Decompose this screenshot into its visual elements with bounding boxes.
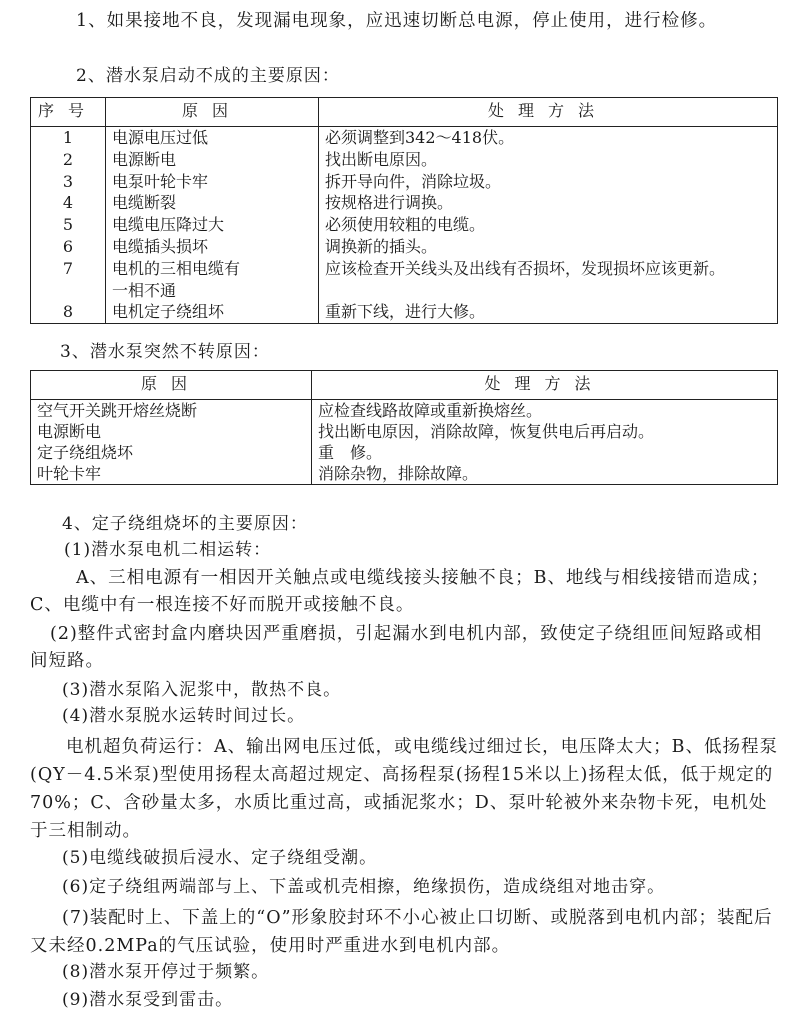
col-reason-header: 原因: [31, 371, 312, 400]
row-method: 必须使用较粗的电缆。: [325, 215, 486, 235]
table-row: [31, 171, 778, 193]
reasons-cell: 空气开关跳开熔丝烧断 电源断电 定子绕组烧坏 叶轮卡牢: [31, 400, 312, 485]
row-number: 5: [31, 214, 106, 236]
item8-line: (8)潜水泵开停过于频繁。: [62, 962, 270, 982]
row-reason: 电源断电: [106, 149, 319, 171]
row-reason: 电缆断裂: [106, 192, 319, 214]
item2-paragraph: (2)整件式密封盒内磨块因严重磨损，引起漏水到电机内部，致使定子绕组匝间短路或相间短路。: [30, 624, 763, 671]
col-reason-header: 原因: [106, 98, 319, 127]
section4-heading: 4、定子绕组烧坏的主要原因：: [62, 514, 308, 534]
section2-heading: 2、潜水泵启动不成的主要原因：: [76, 66, 340, 86]
intro-paragraph: 1、如果接地不良，发现漏电现象，应迅速切断总电源，停止使用，进行检修。: [76, 11, 718, 31]
row-number: 3: [31, 171, 106, 193]
col-method-header: 处理方法: [319, 98, 778, 127]
table-row: [31, 192, 778, 214]
row-method: 找出断电原因。: [325, 149, 438, 169]
item6-line: (6)定子绕组两端部与上、下盖或机壳相擦，绝缘损伤，造成绕组对地击穿。: [62, 877, 666, 897]
item5-line: (5)电缆线破损后浸水、定子绕组受潮。: [62, 848, 378, 868]
item3-line: (3)潜水泵陷入泥浆中，散热不良。: [62, 680, 342, 700]
table-body: [31, 127, 778, 324]
row-reason: 电泵叶轮卡牢: [106, 171, 319, 193]
table-header-row: [31, 371, 778, 400]
row-reason: 电缆电压降过大: [106, 214, 319, 236]
col-number-header: 序号: [31, 98, 106, 127]
row-reason: 电机定子绕组坏: [106, 301, 319, 323]
item1-body: A、三相电源有一相因开关触点或电缆线接头接触不良；B、地线与相线接错而造成；C、电缆中有一根连接不好而脱开或接触不良。: [30, 568, 770, 615]
row-number: 4: [31, 192, 106, 214]
row-reason: 电机的三相电缆有 一相不通: [106, 258, 319, 302]
table-row: [31, 149, 778, 171]
row-method: 拆开导向件，消除垃圾。: [325, 171, 502, 191]
row-method: 按规格进行调换。: [325, 193, 454, 213]
methods-cell: 应检查线路故障或重新换熔丝。 找出断电原因，消除故障，恢复供电后再启动。 重 修。 消除杂物，排除故障。: [318, 401, 655, 483]
col-method-header: 处理方法: [312, 371, 778, 400]
row-reason: 电缆插头损坏: [106, 236, 319, 258]
row-method: 应该检查开关线头及出线有否损坏，发现损坏应该更新。: [325, 258, 726, 278]
table-row: [31, 236, 778, 258]
item4-line: (4)潜水泵脱水运转时间过长。: [62, 706, 306, 726]
row-method: 调换新的插头。: [325, 236, 438, 256]
table-row: [31, 214, 778, 236]
row-method: 必须调整到342～418伏。: [325, 128, 515, 147]
item7-paragraph: (7)装配时上、下盖上的“O”形象胶封环不小心被止口切断、或脱落到电机内部；装配后又未经0.2MPa的气压试验，使用时严重进水到电机内部。: [30, 908, 773, 956]
table-row: [31, 127, 778, 149]
row-method: 重新下线，进行大修。: [325, 302, 486, 322]
item9-line: (9)潜水泵受到雷击。: [62, 990, 234, 1010]
item1-title: (1)潜水泵电机二相运转：: [64, 540, 272, 560]
row-number: 8: [31, 301, 106, 323]
startup-failure-table: [30, 97, 778, 324]
table-header-row: [31, 98, 778, 127]
table-row: [31, 301, 778, 323]
section3-heading: 3、潜水泵突然不转原因：: [60, 342, 270, 362]
sudden-stop-table: [30, 370, 778, 485]
row-number: 7: [31, 258, 106, 302]
row-number: 6: [31, 236, 106, 258]
table-row: [31, 400, 778, 485]
row-number: 2: [31, 149, 106, 171]
overload-paragraph: 电机超负荷运行：A、输出网电压过低，或电缆线过细过长，电压降太大；B、低扬程泵(QY－4.5米泵)型使用扬程太高超过规定、高扬程泵(扬程15米以上)扬程太低，低于规定的70%；C、含砂量太多，水质比重过高，或插泥浆水；D、泵叶轮被外来杂物卡死，电机处于三相制动。: [30, 737, 778, 841]
table-row: [31, 258, 778, 302]
row-reason: 电源电压过低: [106, 127, 319, 149]
row-number: 1: [31, 127, 106, 149]
